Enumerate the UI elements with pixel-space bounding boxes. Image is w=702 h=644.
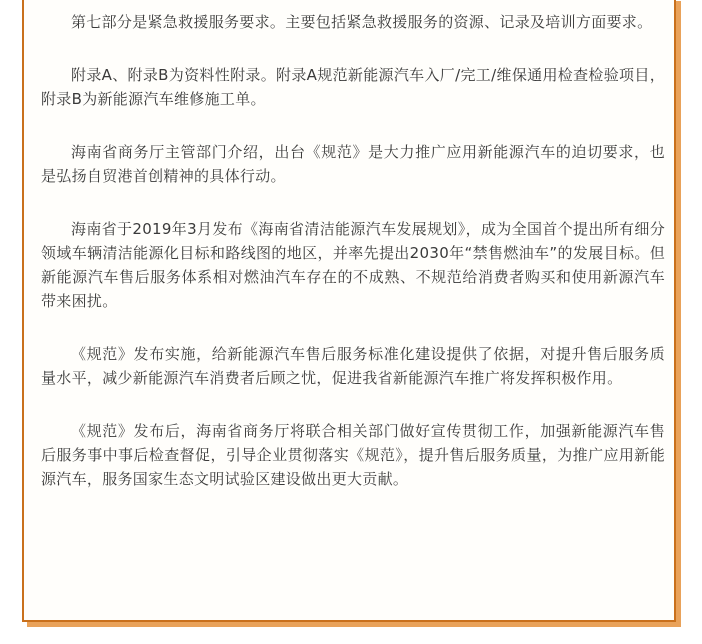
article-body <box>41 10 665 520</box>
paragraph-appendix: 附录A、附录B为资料性附录。附录A规范新能源汽车入厂/完工/维保通用检查检验项目，附录B为新能源汽车维修施工单。 <box>41 66 665 108</box>
paragraph-emergency-rescue: 第七部分是紧急救援服务要求。主要包括紧急救援服务的资源、记录及培训方面要求。 <box>71 13 653 31</box>
paragraph-department-intro: 海南省商务厅主管部门介绍，出台《规范》是大力推广应用新能源汽车的迫切要求，也是弘扬自贸港首创精神的具体行动。 <box>41 143 665 185</box>
article-frame <box>22 0 676 622</box>
paragraph-implementation: 《规范》发布实施，给新能源汽车售后服务标准化建设提供了依据，对提升售后服务质量水平，减少新能源汽车消费者后顾之忧，促进我省新能源汽车推广将发挥积极作用。 <box>41 345 665 387</box>
paragraph-after-release: 《规范》发布后，海南省商务厅将联合相关部门做好宣传贯彻工作，加强新能源汽车售后服务事中事后检查督促，引导企业贯彻落实《规范》，提升售后服务质量，为推广应用新能源汽车，服务国家生态文明试验区建设做出更大贡献。 <box>41 422 665 488</box>
paragraph-hainan-plan: 海南省于2019年3月发布《海南省清洁能源汽车发展规划》，成为全国首个提出所有细分领域车辆清洁能源化目标和路线图的地区，并率先提出2030年“禁售燃油车”的发展目标。但新能源汽车售后服务体系相对燃油汽车存在的不成熟、不规范给消费者购买和使用新源汽车带来困扰。 <box>41 220 665 310</box>
